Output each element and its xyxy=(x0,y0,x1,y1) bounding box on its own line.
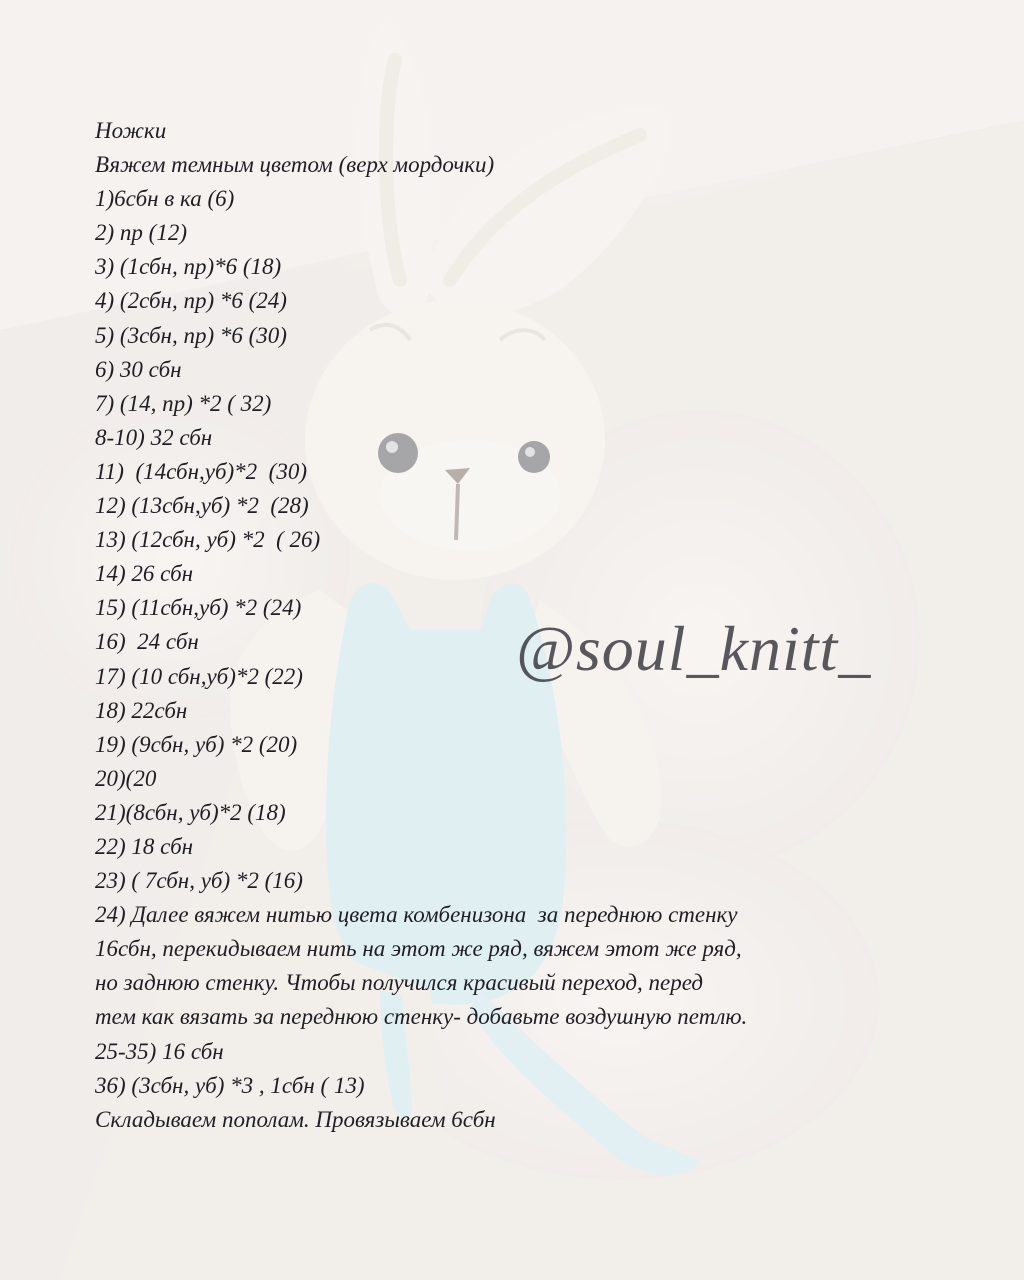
pattern-row: 8-10) 32 сбн xyxy=(95,424,213,450)
pattern-row: 7) (14, пр) *2 ( 32) xyxy=(95,390,272,416)
pattern-row: 12) (13сбн,уб) *2 (28) xyxy=(95,493,309,519)
pattern-row: 17) (10 сбн,уб)*2 (22) xyxy=(95,663,303,689)
instruction-line: 24) Далее вяжем нитью цвета комбенизона за переднюю стенку xyxy=(95,902,738,928)
pattern-row: 16) 24 сбн xyxy=(95,629,199,655)
pattern-row: 22) 18 сбн xyxy=(95,833,194,859)
pattern-row: 2) пр (12) xyxy=(95,220,187,246)
pattern-row: 5) (3сбн, пр) *6 (30) xyxy=(95,322,287,348)
pattern-row: 6) 30 сбн xyxy=(95,356,182,382)
instruction-line: но заднюю стенку. Чтобы получился красивый переход, перед xyxy=(95,970,703,996)
section-subtitle: Вяжем темным цветом (верх мордочки) xyxy=(95,152,495,178)
pattern-row: 25-35) 16 сбн xyxy=(95,1038,224,1064)
pattern-row: 23) ( 7сбн, уб) *2 (16) xyxy=(95,868,303,894)
pattern-row: 21)(8сбн, уб)*2 (18) xyxy=(95,799,286,825)
pattern-row: 11) (14сбн,уб)*2 (30) xyxy=(95,458,307,484)
instruction-line: тем как вязать за переднюю стенку- добавьте воздушную петлю. xyxy=(95,1004,748,1030)
pattern-row: 14) 26 сбн xyxy=(95,561,194,587)
pattern-row: 15) (11сбн,уб) *2 (24) xyxy=(95,595,302,621)
pattern-text xyxy=(95,114,915,1137)
pattern-row: 36) (3сбн, уб) *3 , 1сбн ( 13) xyxy=(95,1072,365,1098)
pattern-row: 20)(20 xyxy=(95,765,157,791)
watermark-handle: @soul_knitt_ xyxy=(516,613,872,684)
pattern-row: 4) (2сбн, пр) *6 (24) xyxy=(95,288,287,314)
pattern-row: 13) (12сбн, уб) *2 ( 26) xyxy=(95,527,321,553)
section-title: Ножки xyxy=(95,118,167,143)
pattern-row: 18) 22сбн xyxy=(95,697,188,723)
instruction-line: 16сбн, перекидываем нить на этот же ряд, вяжем этот же ряд, xyxy=(95,936,742,962)
pattern-row: 1)6сбн в ка (6) xyxy=(95,186,235,212)
pattern-row: 3) (1сбн, пр)*6 (18) xyxy=(95,254,282,280)
final-instruction: Складываем пополам. Провязываем 6сбн xyxy=(95,1106,496,1132)
pattern-row: 19) (9сбн, уб) *2 (20) xyxy=(95,731,298,757)
